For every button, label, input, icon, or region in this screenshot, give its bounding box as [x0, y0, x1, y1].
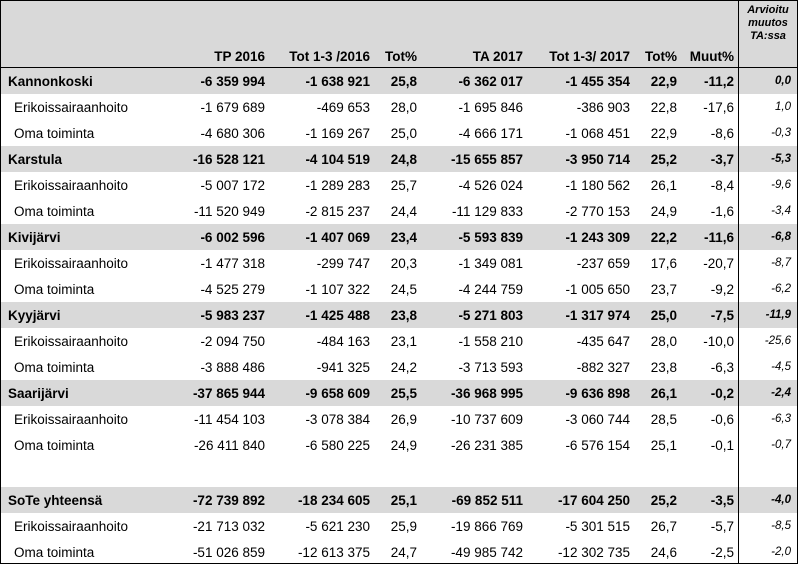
- cell-tot2016: -9 658 609: [305, 385, 370, 401]
- cell-ta2017: -4 666 171: [458, 125, 523, 141]
- cell-muut: -8,6: [710, 125, 734, 141]
- cell-tot2016: -2 815 237: [305, 203, 370, 219]
- table-row: [0, 172, 797, 198]
- cell-tot2016: -1 289 283: [305, 177, 370, 193]
- column-header-muut: Muut%: [689, 49, 734, 64]
- cell-totpct2016: 25,9: [390, 518, 417, 534]
- cell-name: Saarijärvi: [8, 385, 69, 401]
- cell-tot2017: -6 576 154: [565, 437, 630, 453]
- cell-tot2017: -2 770 153: [565, 203, 630, 219]
- cell-tot2017: -435 647: [576, 333, 630, 349]
- cell-est: -2,0: [771, 546, 791, 558]
- table-row: [0, 250, 797, 276]
- cell-name: Erikoissairaanhoito: [14, 333, 129, 349]
- table-row: [0, 513, 797, 539]
- spacer-row: [0, 458, 797, 487]
- cell-est: -6,2: [771, 283, 791, 295]
- cell-totpct2016: 24,9: [390, 437, 417, 453]
- cell-tp2016: -16 528 121: [192, 151, 265, 167]
- cell-name: Oma toiminta: [14, 437, 95, 453]
- cell-muut: -2,5: [710, 544, 734, 560]
- cell-totpct2017: 28,0: [650, 333, 677, 349]
- cell-muut: -5,7: [710, 518, 734, 534]
- cell-name: Karstula: [8, 151, 63, 167]
- cell-tot2017: -1 180 562: [565, 177, 630, 193]
- table-row: [0, 120, 797, 146]
- cell-ta2017: -10 737 609: [450, 411, 523, 427]
- cell-tot2016: -1 169 267: [305, 125, 370, 141]
- cell-name: Erikoissairaanhoito: [14, 411, 129, 427]
- cell-tot2016: -469 653: [316, 99, 370, 115]
- cell-muut: -0,2: [710, 385, 734, 401]
- cell-est: -9,6: [771, 179, 791, 191]
- cell-tp2016: -5 983 237: [200, 307, 265, 323]
- group-total-row: [0, 380, 797, 406]
- cell-name: Oma toiminta: [14, 203, 95, 219]
- cell-totpct2017: 22,8: [650, 99, 677, 115]
- cell-totpct2016: 24,8: [390, 151, 417, 167]
- table-row: [0, 94, 797, 120]
- cell-ta2017: -15 655 857: [450, 151, 523, 167]
- cell-tot2017: -1 455 354: [565, 73, 630, 89]
- table-row: [0, 406, 797, 432]
- cell-name: Kannonkoski: [8, 73, 93, 89]
- cell-name: Erikoissairaanhoito: [14, 177, 129, 193]
- cell-name: Kyyjärvi: [8, 307, 61, 323]
- table-row: [0, 354, 797, 380]
- cell-tot2017: -1 005 650: [565, 281, 630, 297]
- cell-totpct2016: 23,4: [390, 229, 417, 245]
- cell-totpct2017: 26,1: [650, 385, 677, 401]
- cell-tp2016: -26 411 840: [193, 437, 265, 453]
- cell-totpct2016: 24,5: [390, 281, 417, 297]
- cell-totpct2017: 25,0: [650, 307, 677, 323]
- cell-ta2017: -1 558 210: [458, 333, 523, 349]
- cell-tp2016: -6 359 994: [200, 73, 265, 89]
- cell-totpct2017: 25,1: [650, 437, 677, 453]
- cell-totpct2016: 20,3: [390, 255, 417, 271]
- cell-est: 0,0: [775, 75, 791, 87]
- cell-totpct2017: 28,5: [650, 411, 677, 427]
- group-total-row: [0, 224, 797, 250]
- cell-tp2016: -2 094 750: [200, 333, 265, 349]
- estimate-column-divider: [738, 0, 739, 564]
- cell-tp2016: -5 007 172: [200, 177, 265, 193]
- cell-totpct2017: 23,8: [650, 359, 677, 375]
- group-total-row: [0, 487, 797, 513]
- cell-totpct2016: 28,0: [390, 99, 417, 115]
- cell-est: -6,8: [771, 231, 791, 243]
- cell-totpct2016: 25,8: [390, 73, 417, 89]
- column-header-totpct2017: Tot%: [645, 49, 677, 64]
- table-row: [0, 432, 797, 458]
- cell-muut: -8,4: [710, 177, 734, 193]
- cell-tot2017: -386 903: [576, 99, 630, 115]
- cell-est: -8,7: [771, 257, 791, 269]
- group-total-row: [0, 68, 797, 94]
- cell-ta2017: -69 852 511: [451, 492, 523, 508]
- column-header-est: Arvioitu muutos TA:ssa: [747, 4, 789, 42]
- cell-tot2017: -3 950 714: [565, 151, 630, 167]
- cell-tot2016: -941 325: [316, 359, 370, 375]
- cell-ta2017: -6 362 017: [458, 73, 523, 89]
- cell-name: Kivijärvi: [8, 229, 61, 245]
- cell-ta2017: -1 349 081: [458, 255, 523, 271]
- cell-muut: -11,2: [703, 73, 734, 89]
- cell-ta2017: -49 985 742: [450, 544, 523, 560]
- cell-muut: -1,6: [710, 203, 734, 219]
- cell-ta2017: -1 695 846: [458, 99, 523, 115]
- cell-tot2017: -1 068 451: [565, 125, 630, 141]
- cell-muut: -3,5: [710, 492, 734, 508]
- cell-totpct2016: 26,9: [390, 411, 417, 427]
- cell-name: Oma toiminta: [14, 125, 95, 141]
- cell-totpct2016: 24,2: [390, 359, 417, 375]
- cell-ta2017: -19 866 769: [450, 518, 523, 534]
- cell-totpct2017: 22,2: [650, 229, 677, 245]
- cell-tot2016: -12 613 375: [297, 544, 370, 560]
- cell-muut: -6,3: [710, 359, 734, 375]
- cell-ta2017: -4 244 759: [458, 281, 523, 297]
- cell-totpct2017: 24,6: [650, 544, 677, 560]
- cell-totpct2017: 25,2: [650, 151, 677, 167]
- cell-tp2016: -1 477 318: [200, 255, 265, 271]
- cell-tot2016: -1 407 069: [305, 229, 370, 245]
- cell-name: Erikoissairaanhoito: [14, 99, 129, 115]
- cell-tp2016: -51 026 859: [192, 544, 265, 560]
- cell-ta2017: -5 593 839: [458, 229, 523, 245]
- cell-ta2017: -26 231 385: [450, 437, 523, 453]
- cell-muut: -10,0: [703, 333, 734, 349]
- cell-tp2016: -6 002 596: [200, 229, 265, 245]
- cell-est: -6,3: [771, 413, 791, 425]
- cell-totpct2017: 25,2: [650, 492, 677, 508]
- column-header-tot2017: Tot 1-3/ 2017: [549, 49, 630, 64]
- cell-est: -2,4: [771, 387, 791, 399]
- cell-totpct2016: 25,5: [390, 385, 417, 401]
- cell-tot2017: -237 659: [576, 255, 630, 271]
- cell-ta2017: -36 968 995: [450, 385, 523, 401]
- cell-tp2016: -3 888 486: [200, 359, 265, 375]
- cell-est: -0,7: [771, 439, 791, 451]
- cell-name: SoTe yhteensä: [8, 492, 103, 508]
- cell-tot2016: -1 425 488: [305, 307, 370, 323]
- cell-tot2016: -3 078 384: [305, 411, 370, 427]
- cell-tot2016: -484 163: [316, 333, 370, 349]
- group-total-row: [0, 302, 797, 328]
- cell-totpct2017: 22,9: [650, 73, 677, 89]
- cell-tot2017: -5 301 515: [565, 518, 630, 534]
- cell-tot2017: -882 327: [576, 359, 630, 375]
- cell-name: Oma toiminta: [14, 544, 95, 560]
- table-left-border: [0, 0, 1, 564]
- cell-tot2017: -3 060 744: [565, 411, 630, 427]
- cell-name: Oma toiminta: [14, 281, 95, 297]
- cell-est: -11,9: [765, 309, 791, 321]
- column-header-totpct2016: Tot%: [385, 49, 417, 64]
- group-total-row: [0, 146, 797, 172]
- column-header-tp2016: TP 2016: [214, 49, 265, 64]
- cell-est: -8,5: [771, 520, 791, 532]
- cell-est: -3,4: [771, 205, 791, 217]
- cell-ta2017: -4 526 024: [458, 177, 523, 193]
- cell-muut: -9,2: [710, 281, 734, 297]
- cell-est: 1,0: [775, 101, 791, 113]
- cell-est: -4,5: [771, 361, 791, 373]
- cell-tp2016: -21 713 032: [192, 518, 265, 534]
- cell-totpct2017: 26,1: [650, 177, 677, 193]
- cell-ta2017: -3 713 593: [458, 359, 523, 375]
- table-row: [0, 276, 797, 302]
- cell-muut: -17,6: [703, 99, 734, 115]
- cell-tot2016: -299 747: [316, 255, 370, 271]
- cell-ta2017: -11 129 833: [451, 203, 523, 219]
- cell-tp2016: -4 525 279: [200, 281, 265, 297]
- cell-totpct2016: 25,0: [390, 125, 417, 141]
- cell-est: -4,0: [771, 494, 791, 506]
- cell-totpct2016: 25,7: [390, 177, 417, 193]
- table-row: [0, 539, 797, 565]
- cell-totpct2016: 25,1: [390, 492, 417, 508]
- cell-tot2016: -1 107 322: [305, 281, 370, 297]
- column-header-ta2017: TA 2017: [472, 49, 523, 64]
- cell-tp2016: -1 679 689: [200, 99, 265, 115]
- cell-tot2017: -12 302 735: [557, 544, 630, 560]
- cell-totpct2017: 22,9: [650, 125, 677, 141]
- cell-tot2016: -1 638 921: [305, 73, 370, 89]
- cell-name: Oma toiminta: [14, 359, 95, 375]
- table-header-row: [0, 0, 797, 68]
- cell-est: -5,3: [771, 153, 791, 165]
- cell-tot2017: -1 317 974: [565, 307, 630, 323]
- cell-totpct2016: 24,4: [390, 203, 417, 219]
- cell-tot2017: -17 604 250: [557, 492, 630, 508]
- cell-totpct2017: 17,6: [650, 255, 677, 271]
- cell-tot2016: -4 104 519: [305, 151, 370, 167]
- cell-name: Erikoissairaanhoito: [14, 255, 129, 271]
- cell-totpct2016: 24,7: [390, 544, 417, 560]
- cell-name: Erikoissairaanhoito: [14, 518, 129, 534]
- cell-muut: -0,1: [710, 437, 734, 453]
- table-row: [0, 328, 797, 354]
- cell-muut: -3,7: [710, 151, 734, 167]
- cell-muut: -0,6: [710, 411, 734, 427]
- cell-totpct2016: 23,1: [390, 333, 417, 349]
- cell-tot2017: -9 636 898: [565, 385, 630, 401]
- cell-totpct2016: 23,8: [390, 307, 417, 323]
- cell-tp2016: -4 680 306: [200, 125, 265, 141]
- cell-muut: -20,7: [703, 255, 734, 271]
- cell-tot2017: -1 243 309: [565, 229, 630, 245]
- cell-est: -0,3: [771, 127, 791, 139]
- cell-tot2016: -5 621 230: [305, 518, 370, 534]
- cell-muut: -7,5: [710, 307, 734, 323]
- cell-totpct2017: 26,7: [650, 518, 677, 534]
- cell-tp2016: -72 739 892: [192, 492, 265, 508]
- cell-tp2016: -11 454 103: [193, 411, 265, 427]
- cell-tp2016: -37 865 944: [192, 385, 265, 401]
- cell-tot2016: -18 234 605: [297, 492, 370, 508]
- cell-muut: -11,6: [703, 229, 734, 245]
- cell-totpct2017: 23,7: [650, 281, 677, 297]
- table-top-border: [0, 0, 798, 1]
- table-row: [0, 198, 797, 224]
- cell-est: -25,6: [764, 335, 791, 347]
- cell-tot2016: -6 580 225: [305, 437, 370, 453]
- cell-ta2017: -5 271 803: [458, 307, 523, 323]
- cell-tp2016: -11 520 949: [193, 203, 265, 219]
- cell-totpct2017: 24,9: [650, 203, 677, 219]
- column-header-tot2016: Tot 1-3 /2016: [289, 49, 370, 64]
